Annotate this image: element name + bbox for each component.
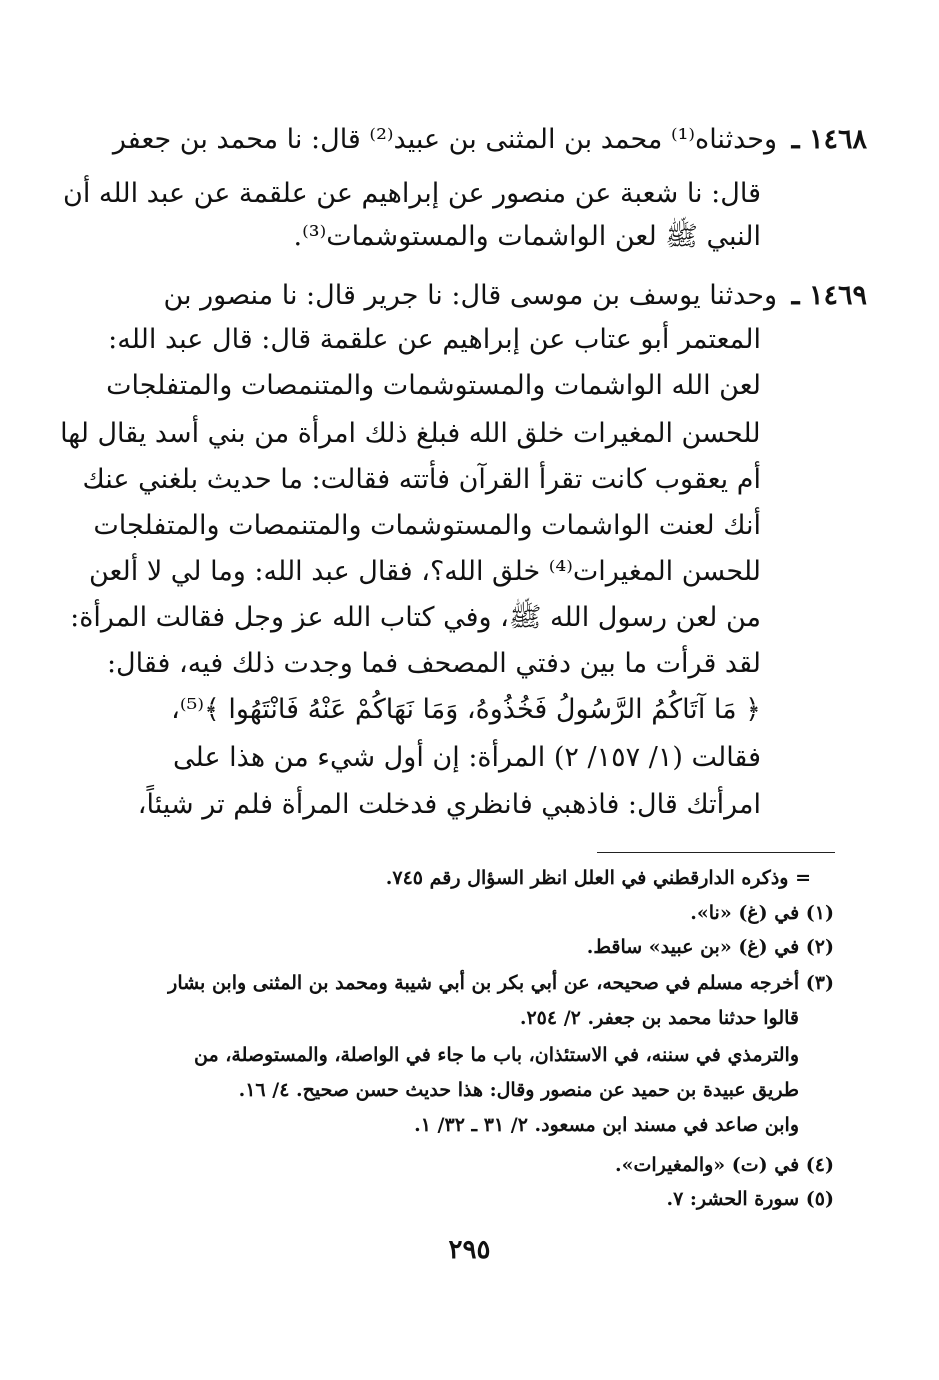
hadith-text-line: من لعن رسول الله ﷺ، وفي كتاب الله عز وجل فقالت المرأة: — [70, 602, 761, 633]
quran-verse-line: ﴿ مَا آتَاكُمُ الرَّسُولُ فَخُذُوهُ، وَمَا نَهَاكُمْ عَنْهُ فَانْتَهُوا ﴾⁽⁵⁾، — [171, 694, 761, 725]
hadith-text-line: للحسن المغيرات⁽⁴⁾ خلق الله؟، فقال عبد الله: وما لي لا ألعن — [88, 556, 761, 587]
hadith-text-line: فقالت (١/ ١٥٧/ ٢) المرأة: إن أول شيء من هذا على — [173, 742, 761, 773]
hadith-text-line: للحسن المغيرات خلق الله فبلغ ذلك امرأة من بني أسد يقال لها — [60, 418, 761, 449]
page-number: ٢٩٥ — [448, 1235, 491, 1265]
footnote-3-continued: طريق عبيدة بن حميد عن منصور وقال: هذا حديث حسن صحيح. ٤/ ١٦. — [238, 1079, 799, 1101]
footnote-line: = وذكره الدارقطني في العلل انظر السؤال رقم ٧٤٥. — [385, 867, 811, 889]
footnote-2: (٢) في (غ) «بن عبيد» ساقط. — [586, 936, 834, 958]
hadith-text-line: امرأتك قال: فاذهبي فانظري فدخلت المرأة فلم تر شيئاً، — [137, 789, 761, 820]
hadith-text-line: قال: نا شعبة عن منصور عن إبراهيم عن علقمة عن عبد الله أن — [63, 178, 761, 209]
hadith-text-line: النبي ﷺ لعن الواشمات والمستوشمات⁽³⁾. — [293, 221, 761, 252]
hadith-number: ١٤٦٨ ـ — [791, 124, 867, 155]
footnote-5: (٥) سورة الحشر: ٧. — [666, 1188, 834, 1210]
footnote-3-continued: والترمذي في سننه، في الاستئذان، باب ما جاء في الواصلة، والمستوصلة، من — [194, 1044, 799, 1066]
hadith-text-line: أنك لعنت الواشمات والمستوشمات والمتنمصات والمتفلجات — [93, 510, 761, 541]
footnote-3-continued: قالوا حدثنا محمد بن جعفر. ٢/ ٢٥٤. — [519, 1007, 799, 1029]
footnote-separator — [597, 852, 835, 853]
footnote-4: (٤) في (ت) «والمغيرات». — [615, 1154, 834, 1176]
hadith-text-line: لقد قرأت ما بين دفتي المصحف فما وجدت ذلك فيه، فقال: — [106, 648, 761, 679]
hadith-text-line: وحدثناه⁽¹⁾ محمد بن المثنى بن عبيد⁽²⁾ قال: نا محمد بن جعفر — [112, 124, 777, 155]
hadith-text-line: لعن الله الواشمات والمستوشمات والمتنمصات والمتفلجات — [106, 370, 761, 401]
footnote-1: (١) في (غ) «نا». — [690, 902, 834, 924]
footnote-3: (٣) أخرجه مسلم في صحيحه، عن أبي بكر بن أبي شيبة ومحمد بن المثنى وابن بشار — [168, 972, 834, 994]
hadith-text-line: أم يعقوب كانت تقرأ القرآن فأتته فقالت: ما حديث بلغني عنك — [82, 464, 761, 495]
hadith-text-line: المعتمر أبو عتاب عن إبراهيم عن علقمة قال: قال عبد الله: — [108, 324, 761, 355]
footnote-3-continued: وابن صاعد في مسند ابن مسعود. ٢/ ٣١ ـ ٣٢/ ١. — [414, 1114, 799, 1136]
hadith-number: ١٤٦٩ ـ — [791, 280, 867, 311]
hadith-text-line: وحدثنا يوسف بن موسى قال: نا جرير قال: نا منصور بن — [163, 280, 777, 311]
